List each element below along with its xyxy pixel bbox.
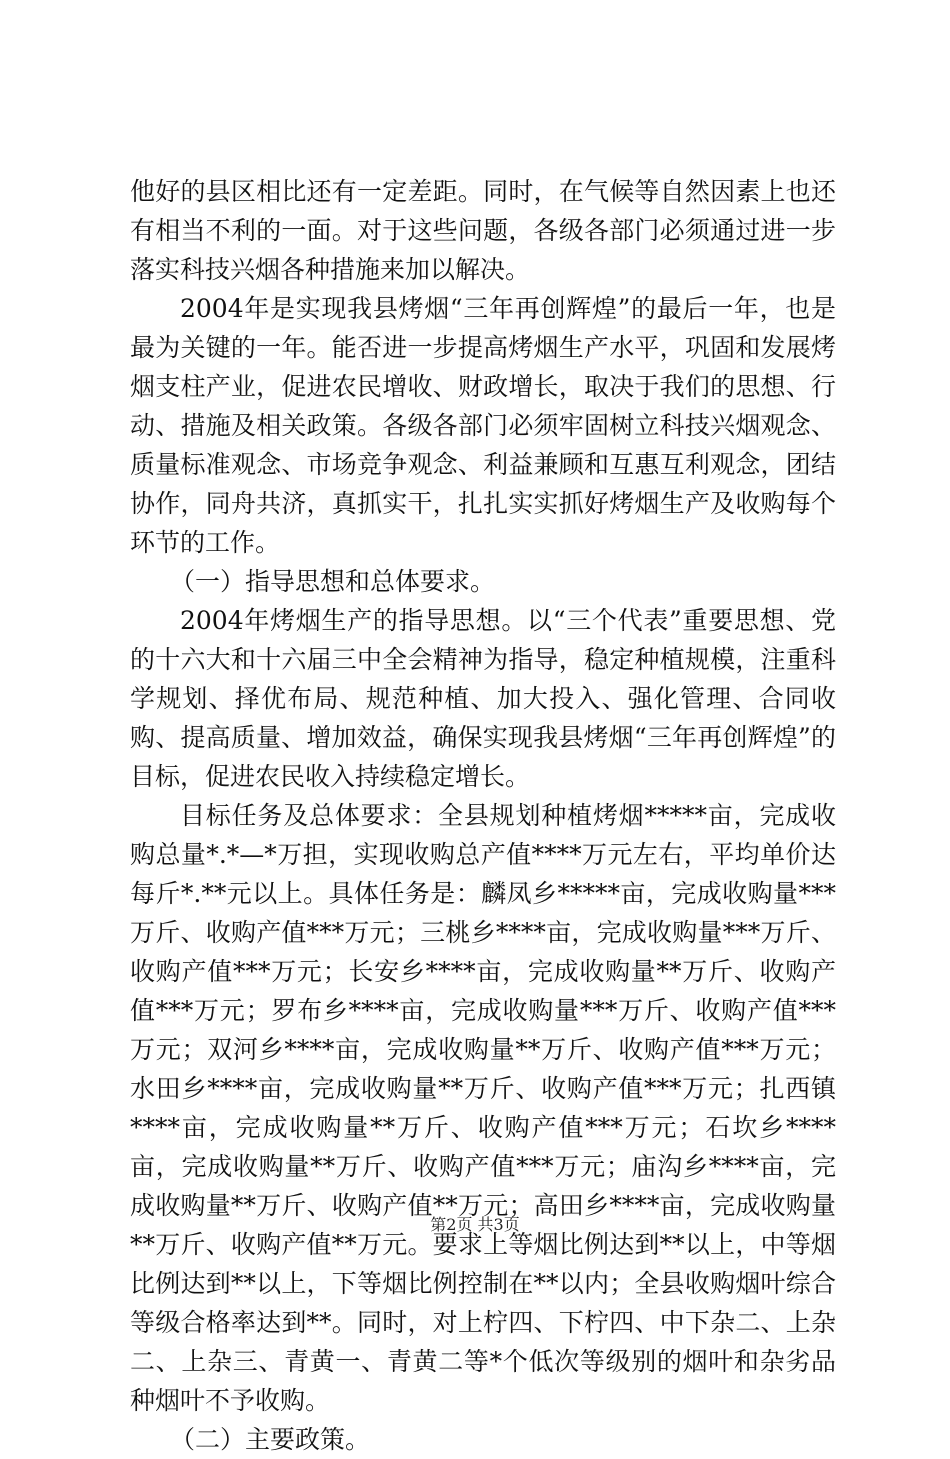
paragraph-2004-key-year: 2004年是实现我县烤烟“三年再创辉煌”的最后一年，也是最为关键的一年。能否进一步提高烤烟生产水平，巩固和发展烤烟支柱产业，促进农民增收、财政增长，取决于我们的思想、行动、措施及相关政策。各级各部门必须牢固树立科技兴烟观念、质量标准观念、市场竞争观念、利益兼顾和互惠互利观念，团结协作，同舟共济，真抓实干，扎扎实实抓好烤烟生产及收购每个环节的工作。 — [130, 294, 836, 557]
section-heading-main-policies: （二）主要政策。 — [170, 1425, 371, 1454]
page-number-footer: 第2页 共3页 — [430, 1215, 520, 1234]
document-body — [130, 172, 836, 1459]
paragraph-continuation: 他好的县区相比还有一定差距。同时，在气候等自然因素上也还有相当不利的一面。对于这些问题，各级各部门必须通过进一步落实科技兴烟各种措施来加以解决。 — [130, 177, 836, 284]
paragraph-targets-requirements: 目标任务及总体要求：全县规划种植烤烟*****亩，完成收购总量*.*—*万担，实现收购总产值****万元左右，平均单价达每斤*.**元以上。具体任务是：麟凤乡*****亩，完成收购量***万斤、收购产值***万元；三桃乡****亩，完成收购量***万斤、收购产值***万元；长安乡****亩，完成收购量**万斤、收购产值***万元；罗布乡****亩，完成收购量***万斤、收购产值***万元；双河乡****亩，完成收购量**万斤、收购产值***万元；水田乡****亩，完成收购量**万斤、收购产值***万元；扎西镇****亩，完成收购量**万斤、收购产值***万元；石坎乡****亩，完成收购量**万斤、收购产值***万元；庙沟乡****亩，完成收购量**万斤、收购产值**万元；高田乡****亩，完成收购量**万斤、收购产值**万元。要求上等烟比例达到**以上，中等烟比例达到**以上，下等烟比例控制在**以内；全县收购烟叶综合等级合格率达到**。同时，对上柠四、下柠四、中下杂二、上杂二、上杂三、青黄一、青黄二等*个低次等级别的烟叶和杂劣品种烟叶不予收购。 — [130, 801, 836, 1415]
paragraph-guiding-ideology: 2004年烤烟生产的指导思想。以“三个代表”重要思想、党的十六大和十六届三中全会精神为指导，稳定种植规模，注重科学规划、择优布局、规范种植、加大投入、强化管理、合同收购、提高质量、增加效益，确保实现我县烤烟“三年再创辉煌”的目标，促进农民收入持续稳定增长。 — [130, 606, 836, 791]
section-heading-guiding-ideology: （一）指导思想和总体要求。 — [170, 567, 496, 596]
